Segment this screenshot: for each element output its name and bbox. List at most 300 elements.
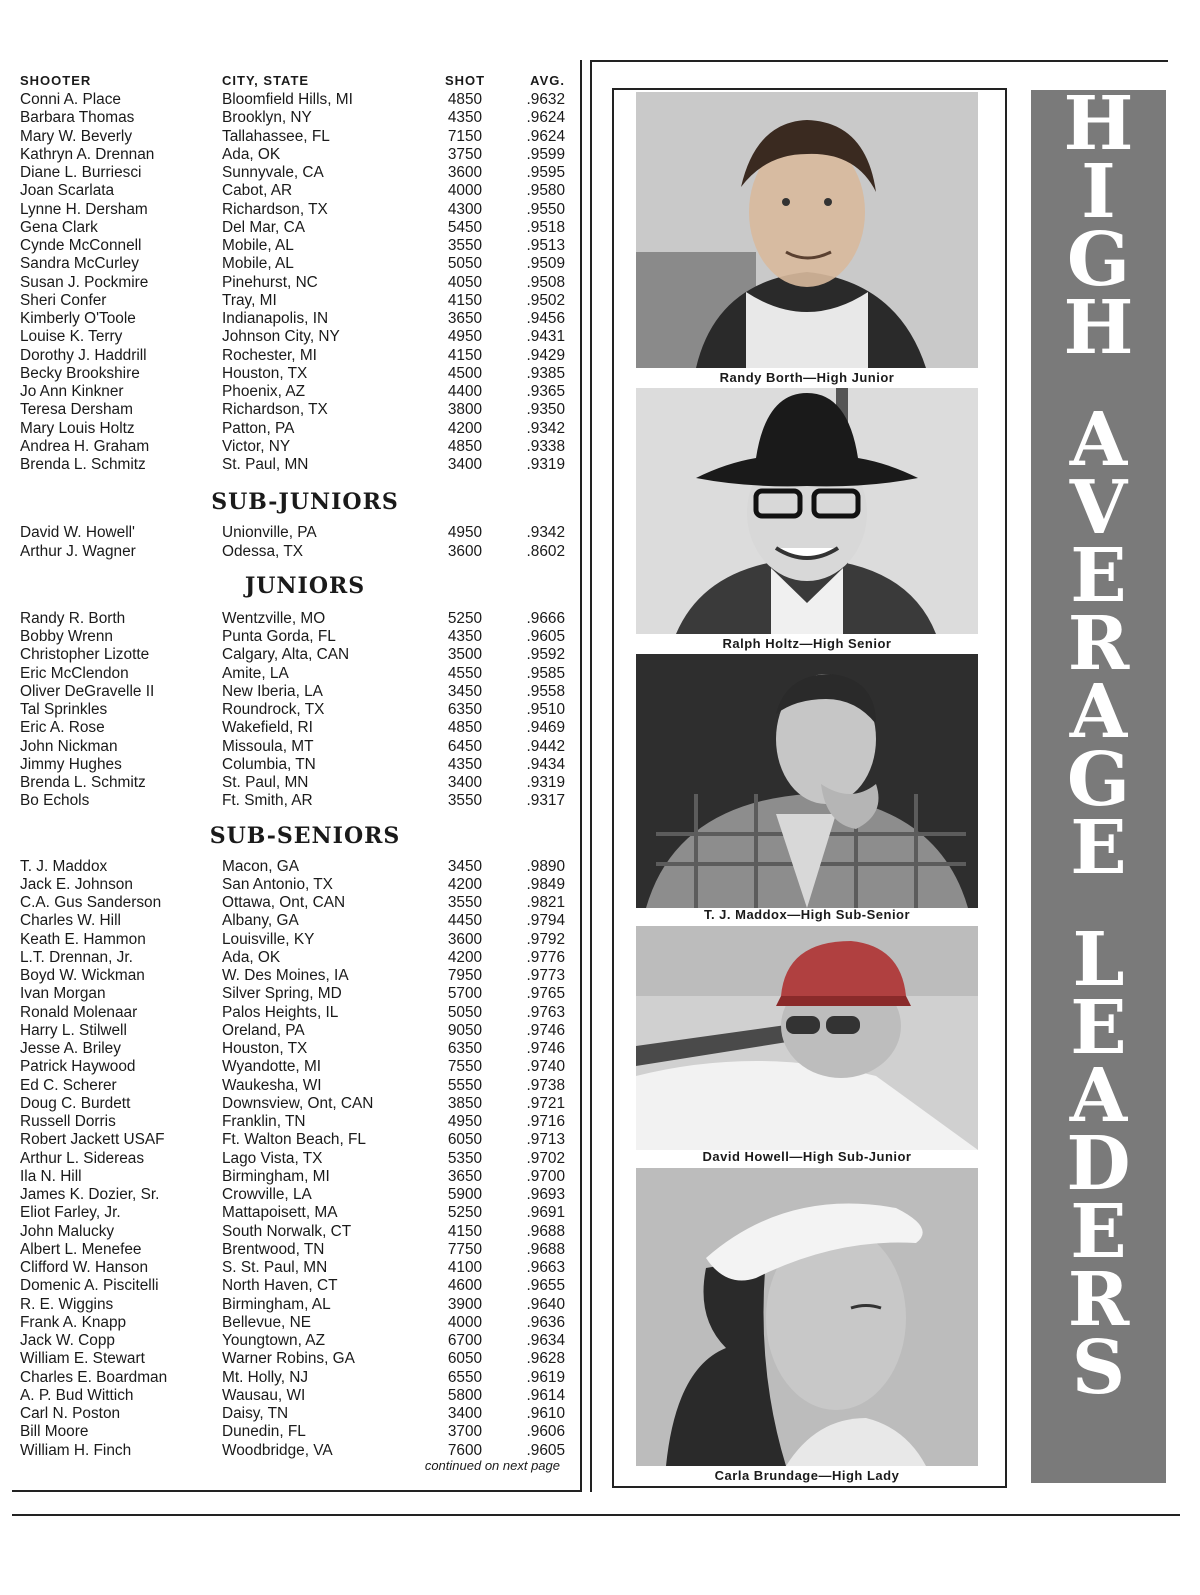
shot-count: 4000 (447, 1313, 483, 1331)
city-state: Birmingham, MI (222, 1167, 330, 1185)
city-state: Mobile, AL (222, 237, 294, 254)
table-row (20, 1077, 565, 1095)
shot-count: 4150 (447, 1222, 483, 1240)
table-row (20, 738, 565, 756)
city-state: Bellevue, NE (222, 1313, 311, 1331)
city-state: Mobile, AL (222, 255, 294, 273)
shot-count: 5900 (447, 1186, 483, 1203)
average-value: .9502 (526, 291, 565, 309)
shooter-name: Eliot Farley, Jr. (20, 1204, 121, 1222)
city-state: Indianapolis, IN (222, 310, 329, 327)
average-value: .9599 (526, 145, 565, 163)
city-state: North Haven, CT (222, 1277, 338, 1295)
table-row (20, 292, 565, 310)
photo-tj-maddox (636, 654, 978, 908)
city-state: Ada, OK (222, 948, 281, 966)
city-state: Johnson City, NY (222, 328, 340, 346)
city-state: New Iberia, LA (222, 682, 323, 700)
shooter-name: Jimmy Hughes (20, 755, 122, 773)
table-row (20, 310, 565, 328)
table-row (20, 347, 565, 365)
table-row (20, 967, 565, 985)
table-row (20, 1095, 565, 1113)
city-state: Tray, MI (222, 291, 277, 309)
shooter-name: David W. Howell' (20, 524, 135, 542)
shooter-name: Bobby Wrenn (20, 628, 113, 645)
shot-count: 4300 (447, 200, 483, 218)
shot-count: 4850 (447, 437, 483, 455)
shot-count: 6350 (447, 1040, 483, 1057)
shooter-name: James K. Dozier, Sr. (20, 1186, 160, 1203)
shot-count: 3550 (447, 237, 483, 254)
table-row (20, 894, 565, 912)
average-value: .9721 (526, 1094, 565, 1112)
shooter-name: Mary Louis Holtz (20, 419, 135, 437)
average-value: .9773 (526, 967, 565, 984)
shot-count: 6350 (447, 701, 483, 718)
table-row (20, 1040, 565, 1058)
shot-count: 3600 (447, 930, 483, 948)
continued-note: continued on next page (424, 1457, 560, 1473)
average-value: .9610 (526, 1405, 565, 1422)
column-headers (20, 71, 565, 91)
section-title-sub-seniors: SUB-SENIORS (209, 822, 401, 849)
section-title-sub-juniors: SUB-JUNIORS (211, 489, 399, 516)
shooter-name: Patrick Haywood (20, 1058, 136, 1076)
table-row (20, 274, 565, 292)
average-value: .9655 (526, 1277, 565, 1295)
shot-count: 4050 (447, 273, 483, 291)
average-value: .9580 (526, 182, 565, 200)
banner-letter: E (1070, 805, 1127, 891)
average-value: .9595 (526, 164, 565, 181)
city-state: Punta Gorda, FL (222, 628, 336, 645)
shooter-name: Susan J. Pockmire (20, 273, 149, 291)
photo-david-howell (636, 926, 978, 1150)
average-value: .9702 (526, 1149, 565, 1167)
average-value: .9632 (526, 91, 565, 108)
average-value: .9518 (526, 218, 565, 236)
table-row (20, 683, 565, 701)
shot-count: 4450 (447, 912, 483, 930)
table-row (20, 912, 565, 930)
average-value: .9716 (526, 1113, 565, 1130)
average-value: .9765 (526, 985, 565, 1003)
average-value: .9319 (526, 774, 565, 791)
photo-box-border-left (612, 88, 614, 1488)
shot-count: 3550 (447, 792, 483, 810)
shooter-name: Becky Brookshire (20, 364, 140, 382)
shooter-name: William E. Stewart (20, 1350, 145, 1368)
city-state: W. Des Moines, IA (222, 967, 349, 984)
shot-count: 5250 (447, 1204, 483, 1222)
average-value: .9385 (526, 364, 565, 382)
shooter-name: Randy R. Borth (20, 609, 126, 627)
shot-count: 3800 (447, 401, 483, 419)
banner-letter: A (1069, 669, 1128, 755)
caption-high-junior: Randy Borth—High Junior (719, 370, 895, 385)
shooter-name: Conni A. Place (20, 91, 121, 108)
average-value: .9606 (526, 1423, 565, 1441)
shot-count: 4850 (447, 91, 483, 108)
shooter-name: Kimberly O'Toole (20, 310, 136, 327)
caption-high-sub-junior: David Howell—High Sub-Junior (702, 1149, 912, 1164)
banner-letter: R (1067, 601, 1130, 687)
city-state: Ft. Smith, AR (222, 792, 313, 810)
table-row (20, 1022, 565, 1040)
table-row (20, 719, 565, 737)
average-value: .9558 (526, 682, 565, 700)
average-value: .9821 (526, 894, 565, 911)
table-row (20, 1405, 565, 1423)
shooter-name: Diane L. Burriesci (20, 164, 142, 181)
shot-count: 4850 (447, 719, 483, 737)
banner-letter: G (1066, 737, 1131, 823)
shot-count: 6700 (447, 1332, 483, 1349)
average-value: .9624 (526, 109, 565, 127)
average-value: .9636 (526, 1313, 565, 1331)
shot-count: 3400 (447, 1405, 483, 1422)
frame-right-photos (590, 60, 592, 1492)
average-value: .9350 (526, 401, 565, 419)
average-value: .9434 (526, 755, 565, 773)
shooter-name: Louise K. Terry (20, 328, 123, 346)
banner-letter: A (1069, 397, 1128, 483)
shot-count: 9050 (447, 1021, 483, 1039)
shot-count: 4600 (447, 1277, 483, 1295)
frame-top-horizontal (590, 60, 1168, 62)
shooter-name: R. E. Wiggins (20, 1295, 114, 1313)
shot-count: 5800 (447, 1386, 483, 1404)
table-row (20, 628, 565, 646)
header-shot: SHOT (444, 73, 486, 88)
shot-count: 4150 (447, 346, 483, 364)
frame-bottom-page (12, 1514, 1180, 1516)
shot-count: 4200 (447, 419, 483, 437)
shooter-name: Teresa Dersham (20, 401, 133, 419)
shooter-name: Eric A. Rose (20, 719, 105, 737)
average-value: .9890 (526, 857, 565, 875)
banner-word-group (1063, 81, 1134, 371)
city-state: Sunnyvale, CA (222, 164, 324, 181)
table-row (20, 1241, 565, 1259)
ladies-table (20, 91, 565, 474)
city-state: Richardson, TX (222, 200, 328, 218)
sub-juniors-table (20, 524, 565, 561)
average-value: .9688 (526, 1240, 565, 1258)
caption-high-sub-senior: T. J. Maddox—High Sub-Senior (703, 907, 911, 922)
city-state: Brooklyn, NY (222, 109, 312, 127)
table-row (20, 524, 565, 542)
shooter-name: Brenda L. Schmitz (20, 456, 146, 473)
banner-word-group (1066, 917, 1131, 1411)
shooter-name: Arthur J. Wagner (20, 542, 136, 560)
shot-count: 4550 (447, 664, 483, 682)
banner-letter: E (1070, 533, 1127, 619)
table-row (20, 1332, 565, 1350)
city-state: Wausau, WI (222, 1386, 306, 1404)
shot-count: 3400 (447, 774, 483, 791)
shot-count: 3450 (447, 682, 483, 700)
banner-letter: G (1066, 217, 1131, 303)
city-state: Albany, GA (222, 912, 299, 930)
city-state: St. Paul, MN (222, 774, 309, 791)
city-state: S. St. Paul, MN (222, 1259, 328, 1276)
city-state: Wyandotte, MI (222, 1058, 322, 1076)
average-value: .9794 (526, 912, 565, 930)
average-value: .9365 (526, 383, 565, 400)
average-value: .9628 (526, 1350, 565, 1368)
city-state: San Antonio, TX (222, 875, 333, 893)
city-state: Daisy, TN (222, 1405, 289, 1422)
table-row (20, 109, 565, 127)
average-value: .9624 (526, 127, 565, 145)
banner-letter: L (1072, 917, 1125, 1003)
table-row (20, 949, 565, 967)
table-row (20, 1131, 565, 1149)
header-shooter: SHOOTER (20, 73, 92, 88)
banner-letter: V (1069, 465, 1128, 551)
shooter-name: Ila N. Hill (20, 1167, 82, 1185)
average-value: .9619 (526, 1368, 565, 1386)
shooter-name: Joan Scarlata (20, 182, 115, 200)
table-row (20, 1186, 565, 1204)
average-value: .9509 (526, 255, 565, 273)
shot-count: 3500 (447, 646, 483, 664)
city-state: Richardson, TX (222, 401, 328, 419)
average-value: .9592 (526, 646, 565, 664)
city-state: Silver Spring, MD (222, 985, 342, 1003)
shot-count: 3550 (447, 894, 483, 911)
shooter-name: Keath E. Hammon (20, 930, 146, 948)
city-state: Pinehurst, NC (222, 273, 318, 291)
city-state: Birmingham, AL (222, 1295, 331, 1313)
shooter-name: William H. Finch (20, 1441, 132, 1459)
shooter-name: Brenda L. Schmitz (20, 774, 146, 791)
shooter-name: Cynde McConnell (20, 237, 142, 254)
caption-high-senior: Ralph Holtz—High Senior (722, 636, 892, 651)
city-state: South Norwalk, CT (222, 1222, 352, 1240)
table-row (20, 328, 565, 346)
shot-count: 4350 (447, 628, 483, 645)
city-state: Phoenix, AZ (222, 383, 305, 400)
table-row (20, 1277, 565, 1295)
city-state: Macon, GA (222, 857, 299, 875)
frame-left-vertical (580, 60, 582, 1492)
banner-letter: H (1063, 285, 1134, 371)
juniors-table (20, 610, 565, 811)
shooter-name: Frank A. Knapp (20, 1313, 127, 1331)
average-value: .9605 (526, 1441, 565, 1459)
average-value: .9640 (526, 1295, 565, 1313)
shot-count: 3900 (447, 1295, 483, 1313)
shooter-name: Andrea H. Graham (20, 437, 150, 455)
city-state: Brentwood, TN (222, 1240, 325, 1258)
shot-count: 6450 (447, 737, 483, 755)
city-state: Oreland, PA (222, 1021, 305, 1039)
average-value: .9634 (526, 1332, 565, 1349)
average-value: .9342 (526, 524, 565, 542)
table-row (20, 164, 565, 182)
shot-count: 7950 (447, 967, 483, 984)
shooter-name: Lynne H. Dersham (20, 200, 148, 218)
shot-count: 6050 (447, 1131, 483, 1149)
shot-count: 3650 (447, 310, 483, 327)
shooter-name: Jack E. Johnson (20, 875, 133, 893)
table-row (20, 646, 565, 664)
banner-letter: E (1070, 1189, 1127, 1275)
table-row (20, 1369, 565, 1387)
shooter-name: John Nickman (20, 737, 118, 755)
city-state: Louisville, KY (222, 930, 315, 948)
shot-count: 3450 (447, 857, 483, 875)
table-row (20, 1113, 565, 1131)
table-row (20, 1004, 565, 1022)
average-value: .9693 (526, 1186, 565, 1203)
averages-list (20, 71, 565, 1473)
shot-count: 3750 (447, 145, 483, 163)
table-row (20, 1204, 565, 1222)
shot-count: 3600 (447, 542, 483, 560)
shot-count: 5450 (447, 218, 483, 236)
city-state: Amite, LA (222, 664, 289, 682)
shooter-name: Jo Ann Kinkner (20, 383, 124, 400)
shooter-name: Robert Jackett USAF (20, 1131, 165, 1149)
city-state: Mattapoisett, MA (222, 1204, 338, 1222)
table-row (20, 1387, 565, 1405)
average-value: .9776 (526, 948, 565, 966)
city-state: Woodbridge, VA (222, 1441, 333, 1459)
average-value: .9469 (526, 719, 565, 737)
shot-count: 4350 (447, 755, 483, 773)
table-row (20, 456, 565, 474)
shot-count: 5550 (447, 1076, 483, 1094)
average-value: .9342 (526, 419, 565, 437)
table-row (20, 365, 565, 383)
table-row (20, 91, 565, 109)
shooter-name: Jack W. Copp (20, 1332, 115, 1349)
shooter-name: Doug C. Burdett (20, 1094, 131, 1112)
shot-count: 5250 (447, 609, 483, 627)
table-row (20, 1168, 565, 1186)
shooter-name: Ronald Molenaar (20, 1003, 138, 1021)
shot-count: 4350 (447, 109, 483, 127)
table-row (20, 876, 565, 894)
average-value: .9317 (526, 792, 565, 810)
table-row (20, 1423, 565, 1441)
city-state: Ft. Walton Beach, FL (222, 1131, 366, 1149)
average-value: .9691 (526, 1204, 565, 1222)
city-state: Lago Vista, TX (222, 1149, 323, 1167)
average-value: .9849 (526, 875, 565, 893)
shot-count: 4950 (447, 524, 483, 542)
average-value: .9700 (526, 1167, 565, 1185)
table-row (20, 931, 565, 949)
city-state: Mt. Holly, NJ (222, 1368, 309, 1386)
photo-box-border-right (1005, 88, 1007, 1488)
city-state: Patton, PA (222, 419, 295, 437)
city-state: Wakefield, RI (222, 719, 313, 737)
city-state: Del Mar, CA (222, 218, 305, 236)
average-value: .9550 (526, 200, 565, 218)
photo-box-border-top (612, 88, 1007, 90)
average-value: .9740 (526, 1058, 565, 1076)
banner-title (1031, 81, 1166, 1411)
city-state: Wentzville, MO (222, 609, 326, 627)
shooter-name: Barbara Thomas (20, 109, 135, 127)
shot-count: 5050 (447, 255, 483, 273)
shooter-name: Russell Dorris (20, 1113, 116, 1130)
shooter-name: Mary W. Beverly (20, 127, 133, 145)
city-state: Tallahassee, FL (222, 127, 330, 145)
shot-count: 6550 (447, 1368, 483, 1386)
city-state: Ada, OK (222, 145, 281, 163)
city-state: Downsview, Ont, CAN (222, 1094, 374, 1112)
table-row (20, 128, 565, 146)
shooter-name: Oliver DeGravelle II (20, 682, 155, 700)
shooter-name: L.T. Drennan, Jr. (20, 948, 133, 966)
shooter-name: Sandra McCurley (20, 255, 139, 273)
average-value: .9513 (526, 237, 565, 254)
caption-high-lady: Carla Brundage—High Lady (714, 1468, 900, 1483)
city-state: Houston, TX (222, 364, 308, 382)
shot-count: 3700 (447, 1423, 483, 1441)
shot-count: 4150 (447, 291, 483, 309)
photo-ralph-holtz (636, 388, 978, 634)
banner-letter: I (1081, 149, 1116, 235)
shot-count: 6050 (447, 1350, 483, 1368)
shot-count: 4000 (447, 182, 483, 200)
shot-count: 4400 (447, 383, 483, 400)
shot-count: 7600 (447, 1441, 483, 1459)
table-row (20, 792, 565, 810)
shot-count: 4200 (447, 948, 483, 966)
city-state: Unionville, PA (222, 524, 317, 542)
city-state: Youngtown, AZ (222, 1332, 325, 1349)
average-value: .9763 (526, 1003, 565, 1021)
shot-count: 7150 (447, 127, 483, 145)
city-state: Rochester, MI (222, 346, 317, 364)
table-row (20, 1223, 565, 1241)
shot-count: 5700 (447, 985, 483, 1003)
shooter-name: Albert L. Menefee (20, 1240, 142, 1258)
shot-count: 4950 (447, 1113, 483, 1130)
table-row (20, 182, 565, 200)
average-value: .9429 (526, 346, 565, 364)
table-row (20, 610, 565, 628)
banner-word-group (1066, 397, 1131, 891)
table-row (20, 665, 565, 683)
table-row (20, 383, 565, 401)
shooter-name: Charles E. Boardman (20, 1368, 168, 1386)
city-state: Cabot, AR (222, 182, 293, 200)
average-value: .9792 (526, 930, 565, 948)
shooter-name: Tal Sprinkles (20, 701, 108, 718)
table-row (20, 756, 565, 774)
high-average-leaders-banner (1031, 81, 1166, 1483)
sub-seniors-table (20, 858, 565, 1460)
photo-randy-borth (636, 92, 978, 368)
banner-letter: E (1070, 985, 1127, 1071)
section-title-juniors: JUNIORS (244, 572, 366, 599)
average-value: .9663 (526, 1259, 565, 1276)
frame-bottom-list (12, 1490, 582, 1492)
shooter-name: Eric McClendon (20, 664, 129, 682)
shot-count: 3600 (447, 164, 483, 181)
table-row (20, 1058, 565, 1076)
average-value: .9713 (526, 1131, 565, 1149)
shooter-name: Ed C. Scherer (20, 1076, 117, 1094)
